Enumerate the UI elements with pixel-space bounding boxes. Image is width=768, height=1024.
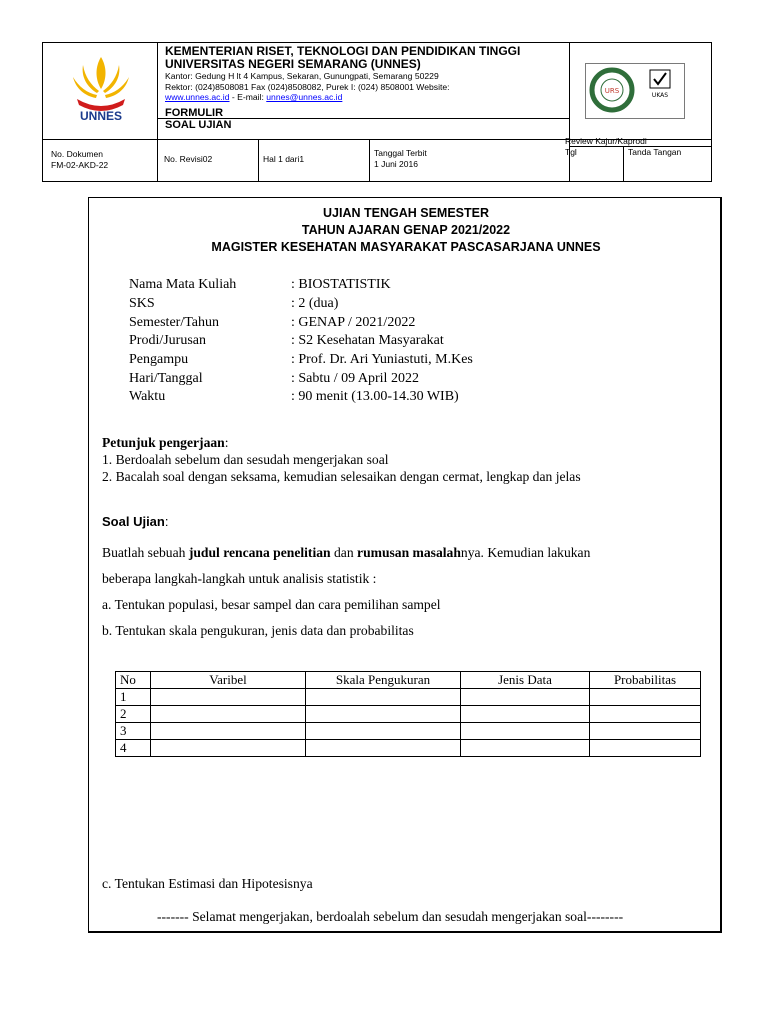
col-variable: Varibel <box>151 672 306 689</box>
col-no: No <box>116 672 151 689</box>
contact-line: Rektor: (024)8508081 Fax (024)8508082, Purek I: (024) 8508001 Website: <box>165 81 450 92</box>
academic-year: TAHUN AJARAN GENAP 2021/2022 <box>301 223 511 237</box>
form-label <box>165 107 231 131</box>
question-intro-2: beberapa langkah-langkah untuk analisis statistik : <box>102 571 377 586</box>
issue-date-label: Tanggal Terbit <box>374 148 427 158</box>
website-link[interactable]: www.unnes.ac.id <box>165 92 230 102</box>
closing-message: ------- Selamat mengerjakan, berdoalah sebelum dan sesudah mengerjakan soal-------- <box>157 909 624 924</box>
exam-title: UJIAN TENGAH SEMESTER <box>323 206 489 220</box>
col-scale: Skala Pengukuran <box>306 672 461 689</box>
question-item-a: a. Tentukan populasi, besar sampel dan cara pemilihan sampel <box>102 597 441 612</box>
col-probability: Probabilitas <box>590 672 701 689</box>
instructions-heading: Petunjuk pengerjaan: <box>102 435 229 450</box>
table-row: 3 <box>116 723 701 740</box>
exam-sheet: UJIAN TENGAH SEMESTER TAHUN AJARAN GENAP 2021/2022 MAGISTER KESEHATAN MASYARAKAT PASCASARJANA UNNES Nama Mata Kuliah : BIOSTATISTIK SKS : 2 (dua) Semester/Tahun : GENAP / 2021/2022 Prodi/Jurusan : S2 Kesehatan Masyarakat Pengampu : Prof. Dr. Ari Yuniastuti, M.Kes Hari/Tanggal : Sabtu / 09 April 2022 Waktu : 90 menit (13.00-14.30 WIB) Petunjuk pengerjaan: 1. Berdoalah sebelum dan sesudah mengerjakan soal 2. Bacalah soal dengan seksama, kemudian selesaikan dengan cermat, lengkap dan jelas Soal Ujian: Buatlah sebuah judul rencana penelitian dan rumusan masalahnya. Kemudian lakukan beberapa langkah-langkah untuk analisis statistik : a. Tentukan populasi, besar sampel dan cara pemilihan sampel b. Tentukan skala pengukuran, jenis data dan probabilitas No Varibel Skala Pengukuran Jenis Data Probabilitas 1 2 3 4 c. Tentukan Estimasi dan Hipotesisnya ------- Selamat mengerjakan, berdoalah sebelum dan sesudah mengerjakan soal-------- <box>88 197 722 933</box>
question-item-b: b. Tentukan skala pengukuran, jenis data dan probabilitas <box>102 623 414 638</box>
instruction-1: 1. Berdoalah sebelum dan sesudah mengerjakan soal <box>102 452 389 467</box>
web-line <box>165 92 565 103</box>
certification-icon <box>586 64 684 118</box>
institution-block <box>165 45 565 103</box>
issue-date: 1 Juni 2016 <box>374 159 418 169</box>
question-intro: Buatlah sebuah judul rencana penelitian dan rumusan masalahnya. Kemudian lakukan <box>102 545 591 560</box>
revision: No. Revisi02 <box>164 154 213 164</box>
col-data-type: Jenis Data <box>461 672 590 689</box>
email-link[interactable]: unnes@unnes.ac.id <box>266 92 343 102</box>
review-label: Review Kajur/Kaprodi <box>565 136 647 146</box>
date-field-label: Tgl <box>565 147 577 157</box>
doc-number: FM-02-AKD-22 <box>51 160 109 170</box>
document-header <box>42 42 712 182</box>
signature-label: Tanda Tangan <box>628 147 682 157</box>
table-row: 1 <box>116 689 701 706</box>
questions-heading: Soal Ujian: <box>102 514 169 529</box>
form-label-soal: SOAL UJIAN <box>165 119 232 131</box>
page-count: Hal 1 dari1 <box>263 154 305 164</box>
table-row: 4 <box>116 740 701 757</box>
instruction-2: 2. Bacalah soal dengan seksama, kemudian selesaikan dengan cermat, lengkap dan jelas <box>102 469 581 484</box>
email-label: - E-mail: <box>229 92 267 102</box>
university-name: UNIVERSITAS NEGERI SEMARANG (UNNES) <box>165 57 421 71</box>
svg-text:URS: URS <box>604 87 620 95</box>
answer-table <box>115 671 701 757</box>
table-row: 2 <box>116 706 701 723</box>
question-item-c: c. Tentukan Estimasi dan Hipotesisnya <box>102 876 313 891</box>
logo-text: UNNES <box>79 109 122 123</box>
ministry-name: KEMENTERIAN RISET, TEKNOLOGI DAN PENDIDIKAN TINGGI <box>165 44 521 58</box>
table-header-row <box>116 672 701 689</box>
program-title: MAGISTER KESEHATAN MASYARAKAT PASCASARJANA UNNES <box>211 240 601 254</box>
doc-number-label: No. Dokumen <box>51 149 103 159</box>
form-label-formulir: FORMULIR <box>165 107 224 119</box>
ukas-label: UKAS <box>651 92 669 99</box>
certification-logos <box>585 63 685 119</box>
address-line: Kantor: Gedung H lt 4 Kampus, Sekaran, Gunungpati, Semarang 50229 <box>165 71 439 81</box>
